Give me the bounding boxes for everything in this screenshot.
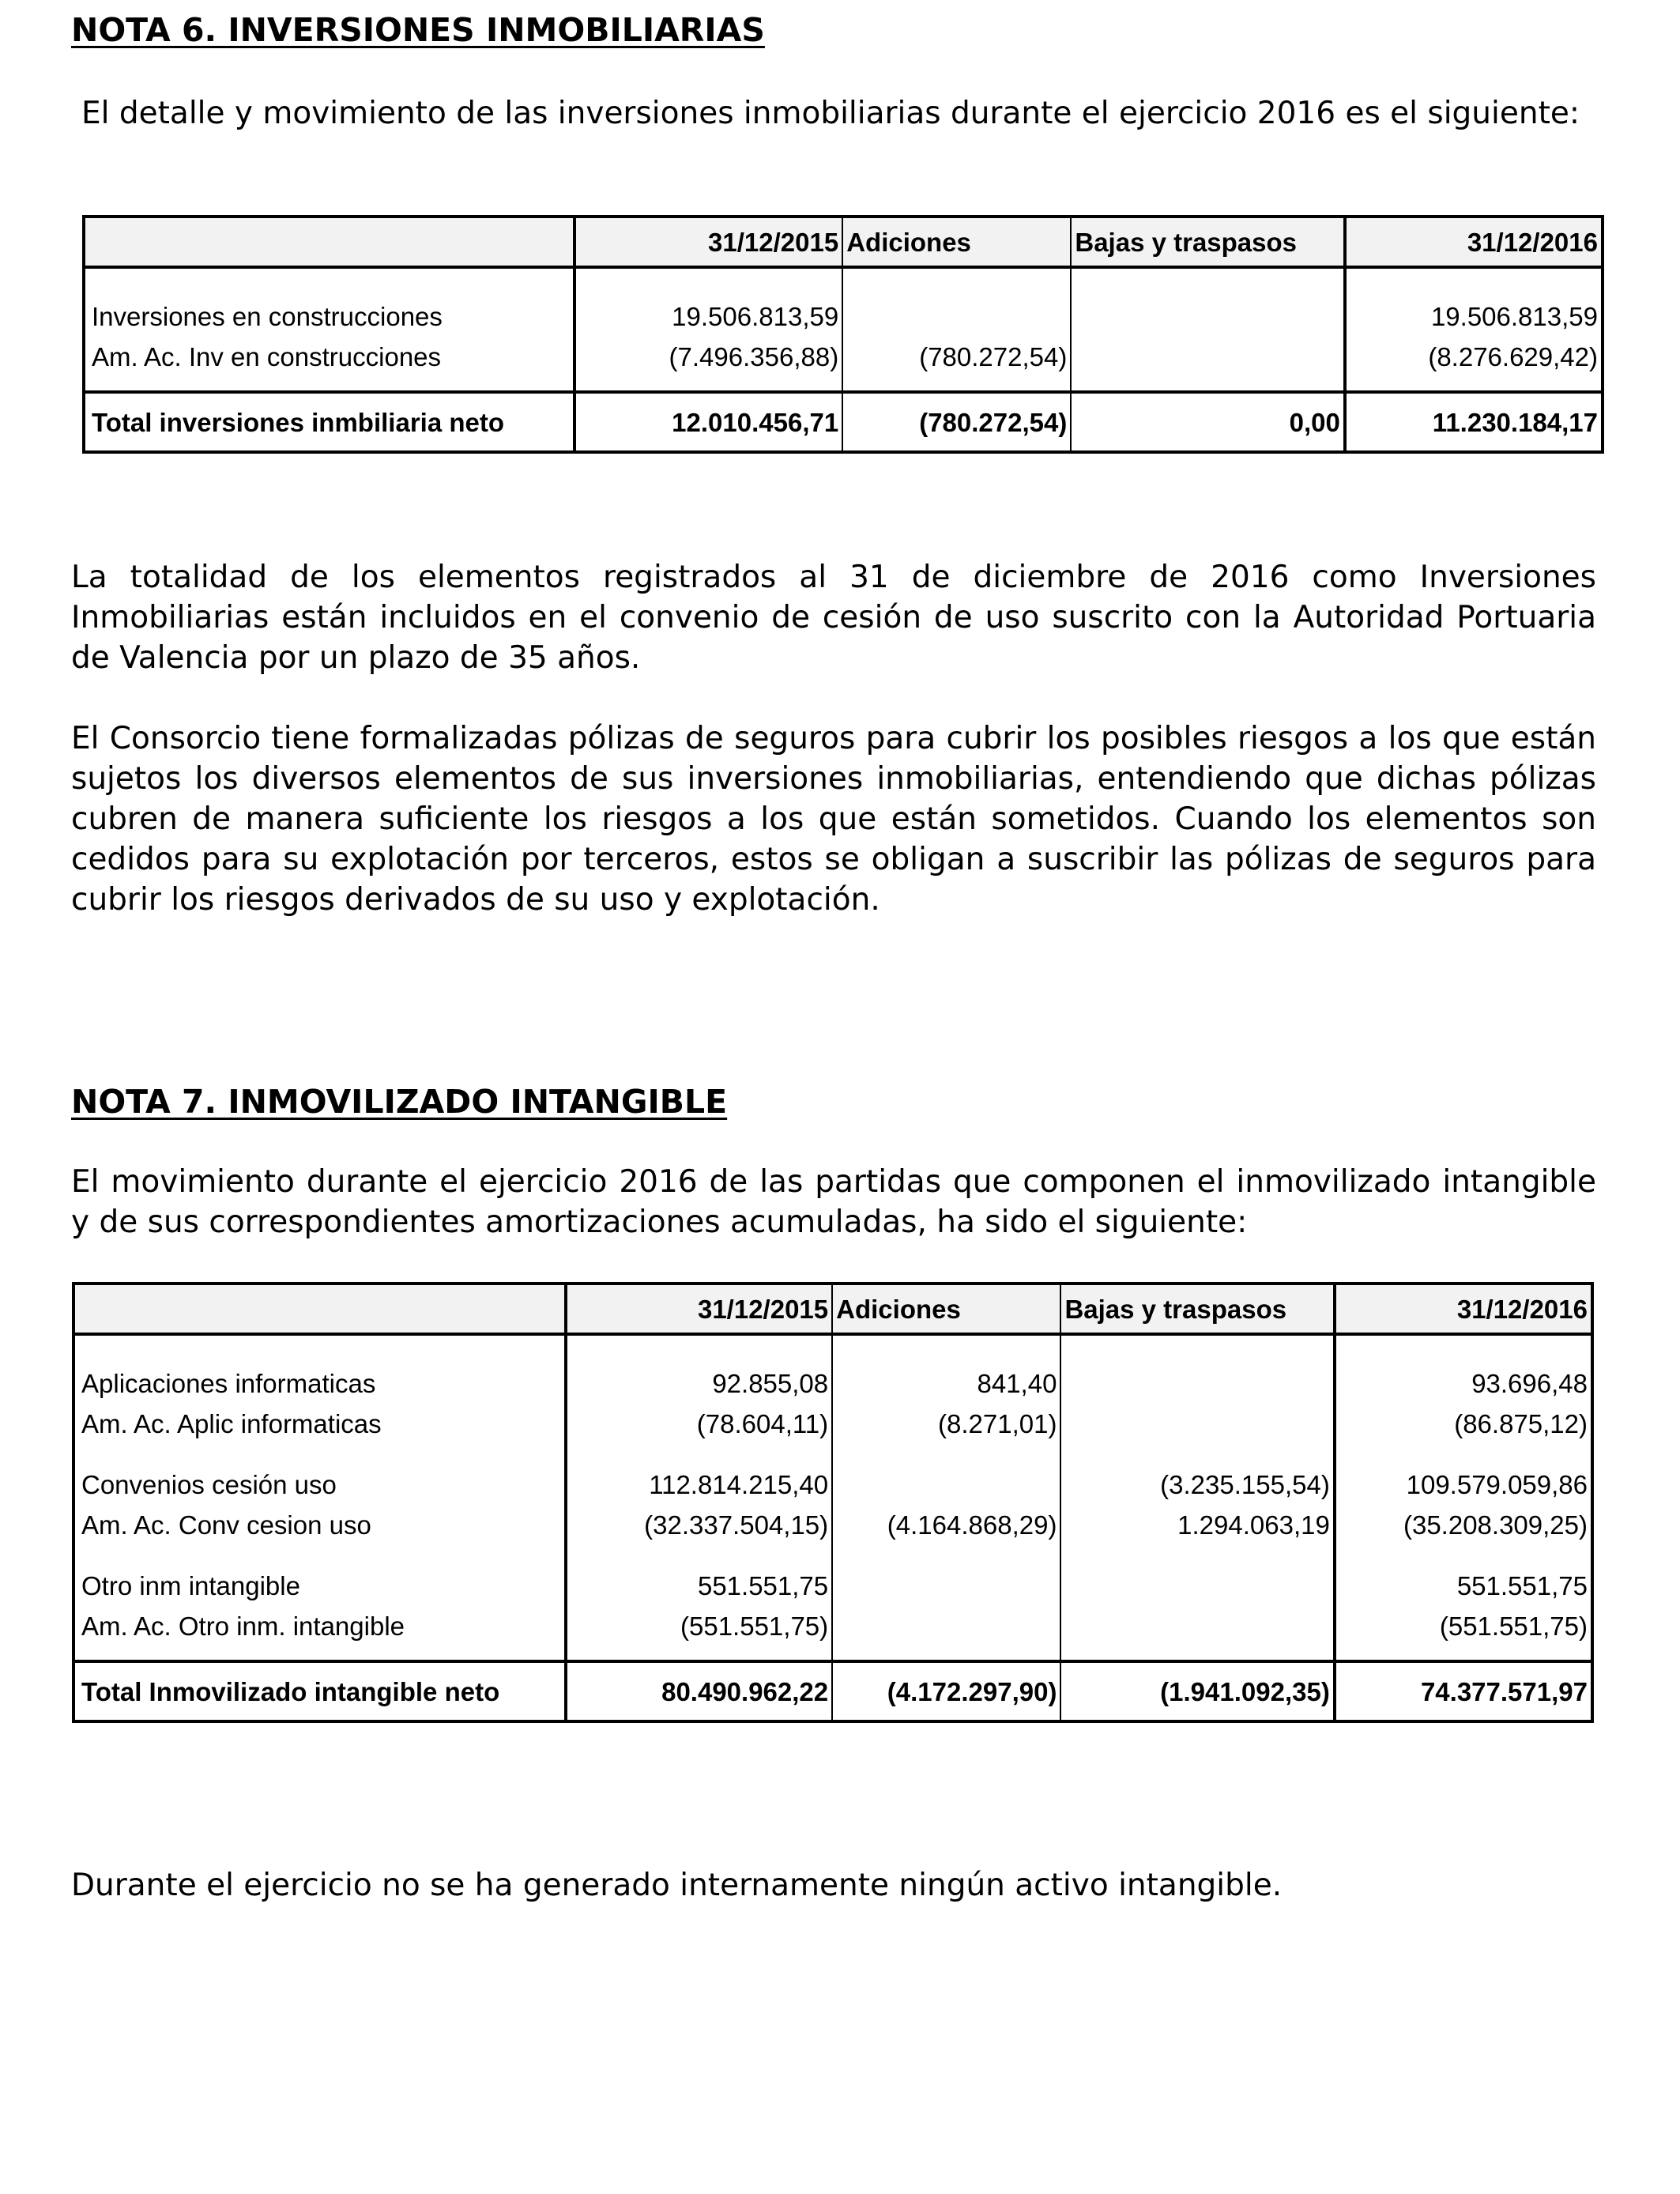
cell-value	[1060, 1397, 1334, 1437]
cell-value: (4.164.868,29)	[832, 1498, 1060, 1538]
table-row	[84, 330, 1603, 370]
total-value: (780.272,54)	[842, 392, 1071, 452]
cell-value: (35.208.309,25)	[1335, 1498, 1592, 1538]
nota6-intro: El detalle y movimiento de las inversiones inmobiliarias durante el ejercicio 2016 es el siguiente:	[81, 96, 1580, 131]
nota7-header-cell: 31/12/2015	[566, 1284, 832, 1334]
nota6-title: NOTA 6. INVERSIONES INMOBILIARIAS	[71, 11, 765, 49]
cell-value	[842, 289, 1071, 330]
cell-value: 92.855,08	[566, 1356, 832, 1397]
cell-value: (7.496.356,88)	[574, 330, 842, 370]
total-value: 80.490.962,22	[566, 1661, 832, 1721]
table-row	[73, 1356, 1592, 1397]
cell-value: 19.506.813,59	[574, 289, 842, 330]
nota6-paragraph-2: El Consorcio tiene formalizadas pólizas de seguros para cubrir los posibles riesgos a los que están sujetos los diversos elementos de sus inversiones inmobiliarias, entendiendo que dichas pólizas cubren de manera suficiente los riesgos a los que están sometidos. Cuando los elementos son cedidos para su explotación por terceros, estos se obligan a suscribir las pólizas de seguros para cubrir los riesgos derivados de su uso y explotación.	[71, 721, 1596, 918]
cell-value: (8.276.629,42)	[1345, 330, 1603, 370]
table-row	[73, 1397, 1592, 1437]
cell-value	[1060, 1356, 1334, 1397]
row-label: Aplicaciones informaticas	[73, 1356, 566, 1397]
total-value: 12.010.456,71	[574, 392, 842, 452]
cell-value	[832, 1457, 1060, 1498]
row-label: Inversiones en construcciones	[84, 289, 574, 330]
cell-value: 112.814.215,40	[566, 1457, 832, 1498]
nota6-header-cell: Bajas y traspasos	[1071, 217, 1345, 267]
nota6-header-cell: Adiciones	[842, 217, 1071, 267]
nota7-header-cell: Adiciones	[832, 1284, 1060, 1334]
row-label: Am. Ac. Aplic informaticas	[73, 1397, 566, 1437]
cell-value: 841,40	[832, 1356, 1060, 1397]
table-row	[73, 1498, 1592, 1538]
nota6-table-header	[84, 217, 1603, 267]
row-label: Convenios cesión uso	[73, 1457, 566, 1498]
row-label: Am. Ac. Inv en construcciones	[84, 330, 574, 370]
cell-value: (551.551,75)	[566, 1599, 832, 1639]
cell-value	[1060, 1599, 1334, 1639]
cell-value: 93.696,48	[1335, 1356, 1592, 1397]
nota6-total-row	[84, 392, 1603, 452]
table-row	[73, 1457, 1592, 1498]
cell-value	[832, 1559, 1060, 1599]
total-value: (1.941.092,35)	[1060, 1661, 1334, 1721]
cell-value: (8.271,01)	[832, 1397, 1060, 1437]
nota7-table	[72, 1282, 1594, 1723]
cell-value: (32.337.504,15)	[566, 1498, 832, 1538]
nota6-paragraph-1: La totalidad de los elementos registrados al 31 de diciembre de 2016 como Inversiones Inmobiliarias están incluidos en el convenio de cesión de uso suscrito con la Autoridad Portuaria de Valencia por un plazo de 35 años.	[71, 560, 1596, 676]
total-label: Total inversiones inmbiliaria neto	[84, 392, 574, 452]
cell-value	[832, 1599, 1060, 1639]
row-label: Am. Ac. Otro inm. intangible	[73, 1599, 566, 1639]
cell-value	[1071, 330, 1345, 370]
cell-value	[1071, 289, 1345, 330]
table-row	[73, 1559, 1592, 1599]
nota7-intro: El movimiento durante el ejercicio 2016 de las partidas que componen el inmovilizado intangible y de sus correspondientes amortizaciones acumuladas, ha sido el siguiente:	[71, 1164, 1596, 1240]
nota7-table-header	[73, 1284, 1592, 1334]
nota6-header-cell: 31/12/2016	[1345, 217, 1603, 267]
cell-value: (78.604,11)	[566, 1397, 832, 1437]
total-value: 0,00	[1071, 392, 1345, 452]
cell-value: 109.579.059,86	[1335, 1457, 1592, 1498]
total-label: Total Inmovilizado intangible neto	[73, 1661, 566, 1721]
cell-value: (780.272,54)	[842, 330, 1071, 370]
nota7-header-cell: Bajas y traspasos	[1060, 1284, 1334, 1334]
cell-value: (3.235.155,54)	[1060, 1457, 1334, 1498]
nota7-total-row	[73, 1661, 1592, 1721]
nota7-header-cell	[73, 1284, 566, 1334]
nota7-closing: Durante el ejercicio no se ha generado internamente ningún activo intangible.	[71, 1868, 1283, 1903]
total-value: 74.377.571,97	[1335, 1661, 1592, 1721]
total-value: (4.172.297,90)	[832, 1661, 1060, 1721]
table-row	[73, 1599, 1592, 1639]
nota7-title: NOTA 7. INMOVILIZADO INTANGIBLE	[71, 1083, 728, 1121]
nota6-table	[82, 215, 1604, 454]
row-label: Otro inm intangible	[73, 1559, 566, 1599]
cell-value: (86.875,12)	[1335, 1397, 1592, 1437]
nota7-header-cell: 31/12/2016	[1335, 1284, 1592, 1334]
total-value: 11.230.184,17	[1345, 392, 1603, 452]
cell-value: (551.551,75)	[1335, 1599, 1592, 1639]
cell-value: 551.551,75	[566, 1559, 832, 1599]
cell-value: 1.294.063,19	[1060, 1498, 1334, 1538]
cell-value: 551.551,75	[1335, 1559, 1592, 1599]
table-row	[84, 289, 1603, 330]
nota6-header-cell	[84, 217, 574, 267]
cell-value	[1060, 1559, 1334, 1599]
cell-value: 19.506.813,59	[1345, 289, 1603, 330]
row-label: Am. Ac. Conv cesion uso	[73, 1498, 566, 1538]
nota6-header-cell: 31/12/2015	[574, 217, 842, 267]
